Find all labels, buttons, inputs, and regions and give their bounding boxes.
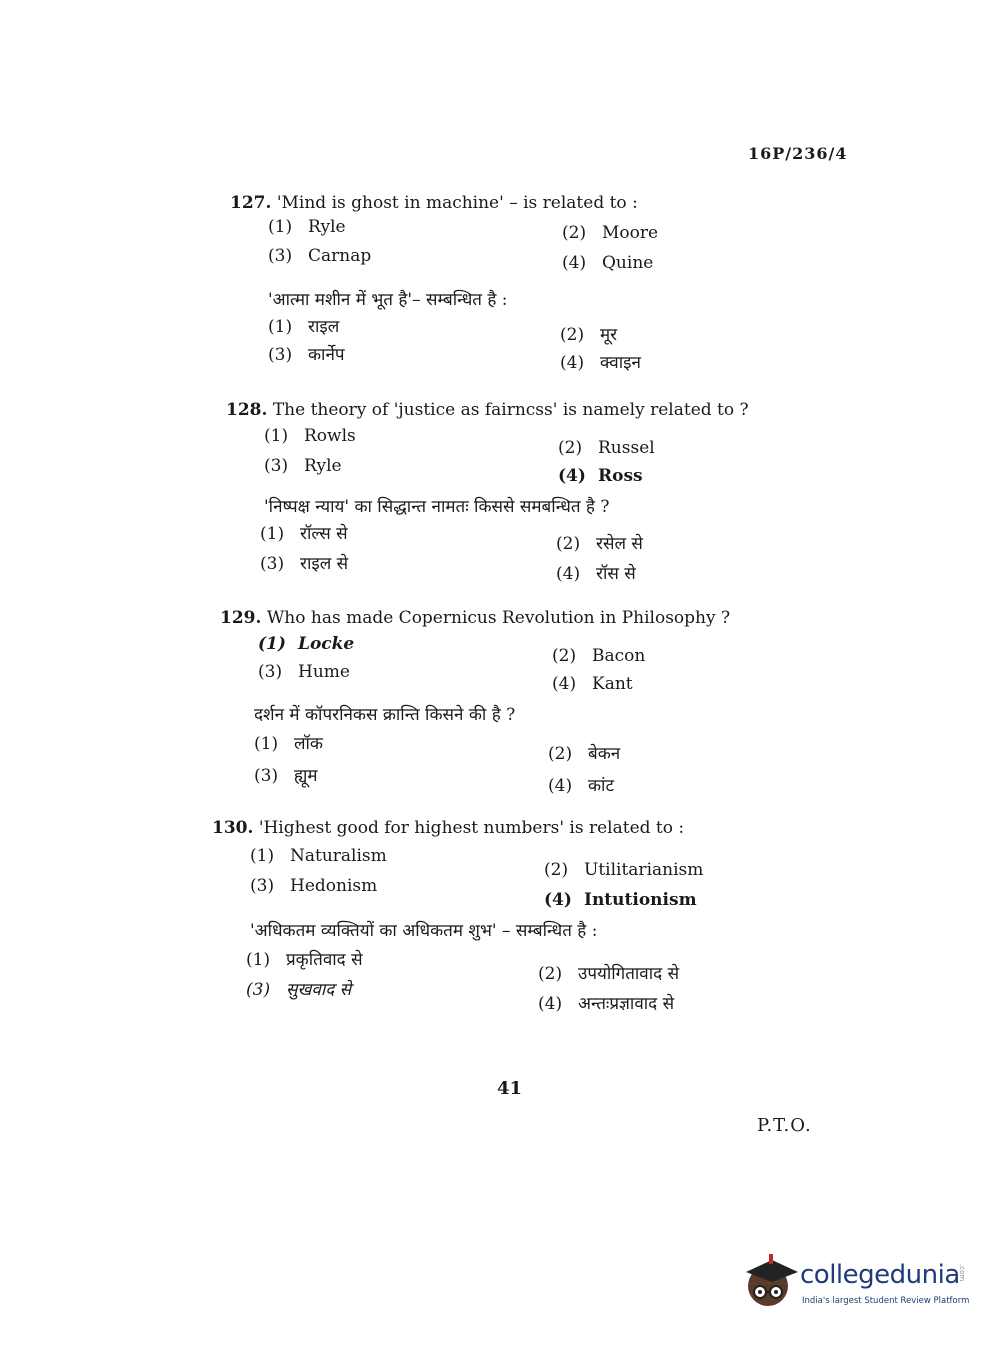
question-text: Who has made Copernicus Revolution in Philosophy ? [266, 608, 731, 628]
option-1: (1) Locke [258, 634, 355, 654]
option-2: (2) Moore [562, 223, 659, 243]
option-1: (1) राइल [268, 317, 340, 337]
collegedunia-watermark [742, 1250, 972, 1312]
english-options [212, 842, 772, 910]
question-129 [220, 608, 780, 796]
pto-label: P.T.O. [757, 1115, 812, 1136]
hindi-options [212, 945, 772, 1014]
option-3: (3) Carnap [268, 246, 372, 266]
question-hindi: 'आत्मा मशीन में भूत है'– सम्बन्धित है : [268, 290, 508, 310]
option-1: (1) रॉल्स से [260, 524, 348, 544]
hindi-options [230, 314, 790, 378]
option-4: (4) रॉस से [556, 564, 636, 584]
hindi-options [226, 521, 786, 585]
question-hindi: 'अधिकतम व्यक्तियों का अधिकतम शुभ' – सम्बन्धित है : [250, 921, 598, 941]
option-2: (2) Russel [558, 438, 655, 458]
option-1: (1) Ryle [268, 217, 346, 237]
question-128 [226, 400, 786, 585]
option-3: (3) Ryle [264, 456, 342, 476]
option-4: (4) कांट [548, 776, 615, 796]
option-3: (3) ह्यूम [254, 766, 318, 786]
question-130 [212, 818, 772, 1014]
option-4: (4) क्वाइन [560, 353, 641, 373]
paper-code: 16P/236/4 [748, 144, 848, 163]
option-2: (2) उपयोगितावाद से [538, 964, 680, 984]
question-text: 'Highest good for highest numbers' is related to : [258, 818, 685, 838]
option-2: (2) बेकन [548, 744, 621, 764]
option-4: (4) अन्तःप्रज्ञावाद से [538, 994, 675, 1014]
question-text: 'Mind is ghost in machine' – is related to : [276, 193, 638, 213]
brand-tagline: India's largest Student Review Platform [802, 1296, 970, 1306]
brand-domain: .com [958, 1264, 966, 1282]
option-1: (1) Rowls [264, 426, 356, 446]
option-2: (2) रसेल से [556, 534, 643, 554]
option-2: (2) मूर [560, 325, 618, 345]
option-4: (4) Intutionism [544, 890, 697, 910]
question-text: The theory of 'justice as fairncss' is namely related to ? [272, 400, 749, 420]
hindi-options [220, 729, 780, 796]
question-english [226, 400, 786, 420]
option-4: (4) Quine [562, 253, 654, 273]
question-hindi: 'निष्पक्ष न्याय' का सिद्धान्त नामतः किससे समबन्धित है ? [264, 497, 610, 517]
question-127 [230, 193, 790, 378]
option-2: (2) Bacon [552, 646, 646, 666]
brand-name: collegedunia [800, 1260, 960, 1290]
question-number: 129. [220, 608, 262, 628]
question-hindi: दर्शन में कॉपरनिकस क्रान्ति किसने की है ? [254, 705, 516, 725]
option-1: (1) प्रकृतिवाद से [246, 950, 363, 970]
question-number: 127. [230, 193, 272, 213]
student-mascot-icon [742, 1250, 800, 1312]
option-3: (3) सुखवाद से [246, 980, 352, 1000]
page-number: 41 [497, 1078, 523, 1099]
option-1: (1) लॉक [254, 734, 323, 754]
question-number: 128. [226, 400, 268, 420]
question-english [220, 608, 780, 628]
option-2: (2) Utilitarianism [544, 860, 704, 880]
english-options [230, 217, 790, 281]
option-4: (4) Ross [558, 466, 643, 486]
option-4: (4) Kant [552, 674, 633, 694]
question-english [212, 818, 772, 838]
option-1: (1) Naturalism [250, 846, 387, 866]
english-options [226, 424, 786, 488]
question-number: 130. [212, 818, 254, 838]
option-3: (3) राइल से [260, 554, 349, 574]
english-options [220, 632, 780, 696]
option-3: (3) Hume [258, 662, 350, 682]
option-3: (3) कार्नेप [268, 345, 345, 365]
option-3: (3) Hedonism [250, 876, 378, 896]
question-english [230, 193, 790, 213]
